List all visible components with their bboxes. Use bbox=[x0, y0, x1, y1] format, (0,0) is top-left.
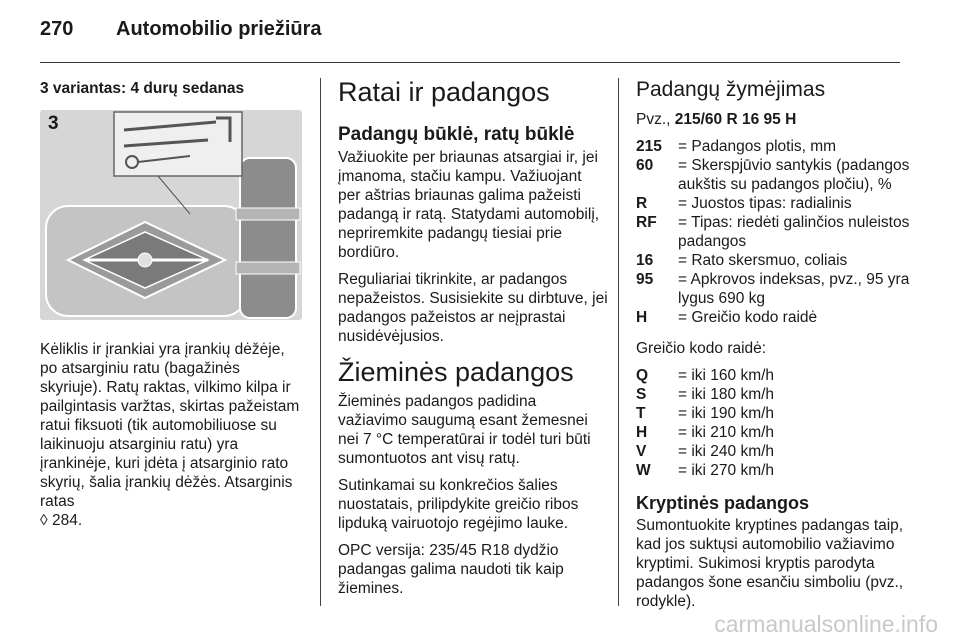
paragraph: OPC versija: 235/45 R18 dydžio padangas galima naudoti tik kaip žiemines. bbox=[338, 542, 564, 597]
column-divider bbox=[618, 78, 619, 606]
marking-key: 16 bbox=[636, 252, 654, 269]
column-2 bbox=[338, 76, 608, 606]
jack-and-tools-drawing bbox=[40, 110, 302, 320]
paragraph: Sutinkamai su konkrečios šalies nuostatais, prilipdykite greičio ribos lipduką vairuotojo regėjimo lauke. bbox=[338, 477, 579, 532]
speed-intro: Greičio kodo raidė: bbox=[636, 340, 767, 357]
variant-subtitle: 3 variantas: 4 durų sedanas bbox=[40, 80, 245, 97]
paragraph: Reguliariai tikrinkite, ar padangos nepažeistos. Susisiekite su dirbtuve, jei padangos pažeistos ar neįprastai nusidėvėjusios. bbox=[338, 271, 608, 345]
marking-value: = Skerspjūvio santykis (padangos aukštis su padangos pločiu), % bbox=[678, 157, 910, 193]
marking-value: = Tipas: riedėti galinčios nuleistos padangos bbox=[678, 214, 910, 250]
column-3 bbox=[636, 76, 926, 619]
marking-key: 215 bbox=[636, 138, 662, 155]
column-1 bbox=[40, 76, 305, 538]
marking-value: = Juostos tipas: radialinis bbox=[678, 195, 852, 212]
paragraph: Žieminės padangos padidina važiavimo saugumą esant žemesnei nei 7 °C temperatūrai ir todėl turi būti sumontuotos ant visų ratų. bbox=[338, 393, 591, 467]
subsection-title-condition: Padangų būklė, ratų būklė bbox=[338, 124, 575, 145]
marking-key: 60 bbox=[636, 157, 654, 174]
example-code: 215/60 R 16 95 H bbox=[674, 111, 797, 128]
marking-key: RF bbox=[636, 214, 657, 231]
speed-code-key: H bbox=[636, 424, 648, 441]
watermark: carmanualsonline.info bbox=[714, 611, 938, 637]
column-divider bbox=[320, 78, 321, 606]
speed-code-key: V bbox=[636, 443, 647, 460]
speed-code-key: Q bbox=[636, 367, 649, 384]
tools-paragraph: Kėliklis ir įrankiai yra įrankių dėžėje, po atsarginiu ratu (bagažinės skyriuje). Ratų raktas, vilkimo kilpa ir pailgintasis varžtas, skirtas pažeistam ratui fiksuoti (tik automobiliuose su laikinuoju atsarginiu ratu) yra įrankinėje, kuri įdėta į atsarginio rato skyrių, šalia įrankių dėžės. Atsarginis ratas ◊ 284. bbox=[40, 341, 300, 529]
speed-code-key: S bbox=[636, 386, 647, 403]
example-line: Pvz., 215/60 R 16 95 H bbox=[636, 111, 797, 128]
speed-code-value: = iki 270 km/h bbox=[678, 462, 775, 479]
marking-key: R bbox=[636, 195, 648, 212]
tool-box-illustration bbox=[40, 110, 302, 320]
speed-list bbox=[636, 366, 926, 480]
ref-arrow-icon: ◊ bbox=[40, 512, 48, 529]
paragraph: Sumontuokite kryptines padangas taip, kad jos suktųsi automobilio važiavimo kryptimi. Sukimosi kryptis parodyta padangos šone esančiu simboliu (pvz., rodykle). bbox=[636, 517, 904, 610]
ref-page-link[interactable]: 284. bbox=[51, 512, 83, 529]
page-number: 270 bbox=[40, 18, 74, 40]
speed-code-value: = iki 180 km/h bbox=[678, 386, 775, 403]
speed-code-key: T bbox=[636, 405, 646, 422]
speed-code-key: W bbox=[636, 462, 651, 479]
section-title-markings: Padangų žymėjimas bbox=[636, 78, 826, 101]
section-title-wheels: Ratai ir padangos bbox=[338, 77, 550, 107]
marking-key: H bbox=[636, 309, 648, 326]
marking-value: = Apkrovos indeksas, pvz., 95 yra lygus 690 kg bbox=[678, 271, 910, 307]
header-rule bbox=[40, 62, 900, 63]
speed-code-value: = iki 240 km/h bbox=[678, 443, 775, 460]
subsection-title-directional: Kryptinės padangos bbox=[636, 493, 810, 513]
speed-code-value: = iki 210 km/h bbox=[678, 424, 775, 441]
paragraph: Važiuokite per briaunas atsargiai ir, jei įmanoma, stačiu kampu. Važiuojant per aštrias briaunas galima pažeisti padangą ir ratą. Statydami automobilį, nepriremkite padangų tiesiai prie bordiūro. bbox=[338, 149, 600, 261]
markings-list bbox=[636, 137, 926, 327]
marking-value: = Greičio kodo raidė bbox=[678, 309, 818, 326]
marking-value: = Rato skersmuo, coliais bbox=[678, 252, 848, 269]
section-title-winter: Žieminės padangos bbox=[338, 357, 574, 387]
speed-code-value: = iki 190 km/h bbox=[678, 405, 775, 422]
page-header bbox=[40, 18, 322, 41]
marking-key: 95 bbox=[636, 271, 654, 288]
figure-label: 3 bbox=[48, 113, 59, 134]
marking-value: = Padangos plotis, mm bbox=[678, 138, 837, 155]
speed-code-value: = iki 160 km/h bbox=[678, 367, 775, 384]
page-title: Automobilio priežiūra bbox=[116, 18, 322, 40]
